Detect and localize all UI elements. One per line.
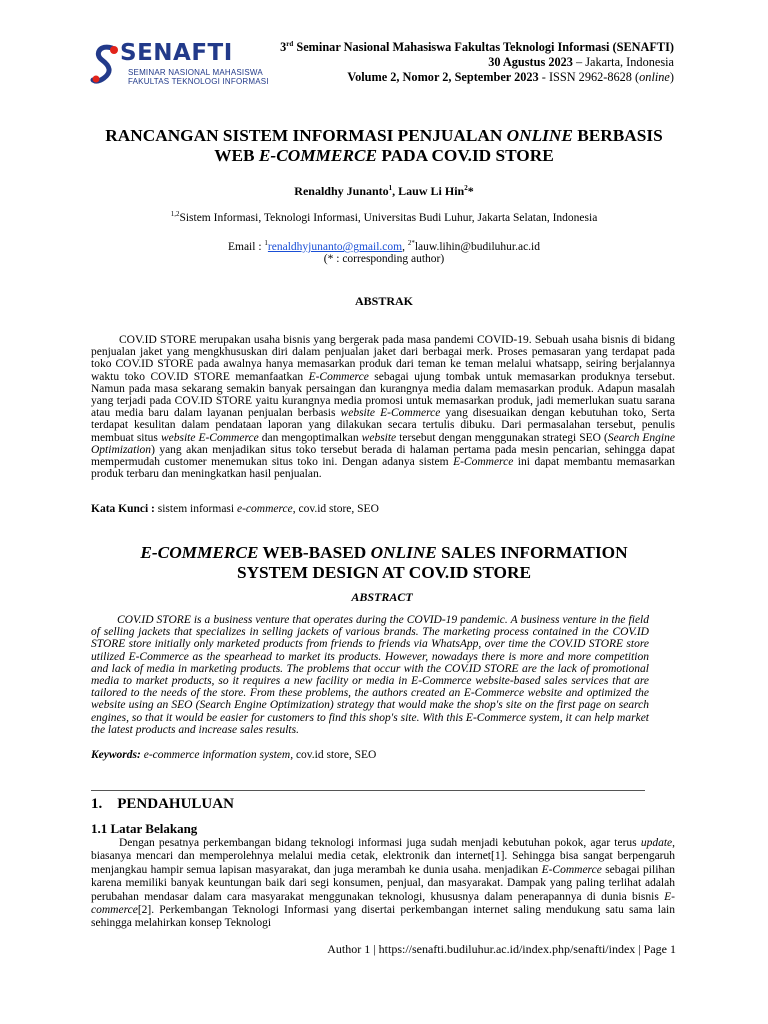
abstract-heading: ABSTRACT: [351, 590, 413, 604]
conference-date: 30 Agustus 2023 – Jakarta, Indonesia: [488, 55, 674, 69]
conference-name: 3rd Seminar Nasional Mahasiswa Fakultas Teknologi Informasi (SENAFTI): [280, 39, 674, 54]
paper-title-id: [60, 126, 708, 166]
author-names: Renaldhy Junanto$^1$, Lauw Li Hin$^2$*: [294, 184, 474, 198]
section-divider: [91, 790, 645, 791]
volume-info: Volume 2, Nomor 2, September 2023 - ISSN 2962-8628 (online): [347, 70, 674, 84]
keywords: Keywords: e-commerce information system, cov.id store, SEO: [91, 749, 377, 761]
section-heading-pendahuluan: 1. PENDAHULUAN: [91, 796, 234, 812]
title-line1: RANCANGAN SISTEM INFORMASI PENJUALAN ONLINE BERBASIS: [105, 126, 663, 145]
senafti-logo: [90, 40, 269, 88]
title-en-line2: SYSTEM DESIGN AT COV.ID STORE: [236, 563, 532, 582]
page-footer: Author 1 | https://senafti.budiluhur.ac.id/index.php/senafti/index | Page 1: [327, 942, 676, 956]
kata-kunci: Kata Kunci : sistem informasi e-commerce, cov.id store, SEO: [91, 503, 379, 515]
affiliation: $^{1,2}$Sistem Informasi, Teknologi Informasi, Universitas Budi Luhur, Jakarta Selatan, Indonesia: [170, 210, 598, 224]
logo-subtitle-line1: SEMINAR NASIONAL MAHASISWA: [128, 68, 263, 77]
title-line2: WEB E-COMMERCE PADA COV.ID STORE: [214, 146, 554, 165]
abstrak-heading: ABSTRAK: [354, 294, 413, 308]
email-2: lauw.lihin@budiluhur.ac.id: [414, 241, 540, 253]
email-line: Email : $^1$renaldhyjunanto@gmail.com, $^{2*}$lauw.lihin@budiluhur.ac.id: [227, 239, 540, 253]
section-body: Dengan pesatnya perkembangan bidang teknologi informasi juga sudah menjadi kebutuhan pokok, agar terus update, biasanya mencari dan memperolehnya melalui media cetak, elektronik dan internet[1]. Sehingga bisa sangat berpengaruh menjangkau hampir semua lapisan masyarakat, dan juga merambah ke dunia usaha. menjadikan E-Commerce sebagai pilihan karena memiliki banyak keuntungan baik dari segi konsumen, penjual, dan masyarakat. Dampak yang paling terlihat adalah perubahan mendasar dalam cara masyarakat menggunakan teknologi, khususnya dalam penerapannya di dunia bisnis E-commerce[2]. Perkembangan Teknologi Informasi yang disertai perkembangan internet saling mendukung satu sama lain sehingga melahirkan konsep Teknologi: [91, 837, 675, 930]
abstract-body: COV.ID STORE is a business venture that operates during the COVID-19 pandemic. A business venture in the field of selling jackets that specializes in selling jackets of various brands. The marketing process contained in the COV.ID STORE store initially only marketed products from friends to friends via WhatsApp, over time the COV.ID STORE store utilized E-Commerce as the spearhead to market its products. However, nowadays there is more and more competition and lack of media in marketing products. The problems that occur with the COV.ID STORE are the lack of promotional media to market products, so it requires a new facility or media in E-Commerce website-based sales services that are tailored to the needs of the store. From these problems, the authors created an E-Commerce website and optimized the website using an SEO (Search Engine Optimization) strategy that would make the shop's site on the first page on search engines, so that it would be easier for customers to find this shop's site. With this E-Commerce system, it can help market the latest products and increase sales results.: [91, 614, 649, 736]
subsection-heading-latar-belakang: 1.1 Latar Belakang: [91, 821, 198, 836]
corresponding-note: (* : corresponding author): [323, 253, 445, 265]
senafti-logo-icon: [90, 42, 120, 86]
email-link-1[interactable]: renaldhyjunanto@gmail.com: [267, 241, 403, 253]
title-en-line1: E-COMMERCE WEB-BASED ONLINE SALES INFORMATION: [140, 543, 628, 562]
logo-wordmark: SENAFTI: [120, 40, 233, 66]
abstrak-body: COV.ID STORE merupakan usaha bisnis yang bergerak pada masa pandemi COVID-19. Sebuah usaha bisnis di bidang penjualan jaket yang mengkhususkan diri dalam penjualan jaket dari berbagai merk. Proses pemasaran yang terdapat pada toko COV.ID STORE pada awalnya hanya memasarkan produk dari teman ke teman melalui whatsapp, seiring berjalannya waktu toko COV.ID STORE memanfaatkan E-Commerce sebagai ujung tombak untuk memasarkan produknya tersebut. Namun pada masa sekarang semakin banyak persaingan dan kurangnya media dalam memasarkan produk. Adapun masalah yang terjadi pada COV.ID STORE yaitu kurangnya media promosi untuk memasarkan produk, jadi memerlukan suatu sarana atau media baru dalam layanan penjualan berbasis website E-Commerce yang disesuaikan dengan kebutuhan toko, Serta terdapat kesulitan dalam pendataan laporan yang dilakukan secara tertulis dibuku. Dari permasalahan tersebut, penulis membuat situs website E-Commerce dan mengoptimalkan website tersebut dengan menggunakan strategi SEO (Search Engine Optimization) yang akan menjadikan situs toko tersebut berada di halaman pertama pada mesin pencarian, sehingga dapat mempermudah customer menemukan situs toko ini. Dengan adanya sistem E-Commerce ini dapat membantu memasarkan produk terbaru dan meningkatkan hasil penjualan.: [91, 334, 675, 481]
paper-title-en: [60, 543, 708, 583]
logo-subtitle-line2: FAKULTAS TEKNOLOGI INFORMASI: [128, 77, 269, 86]
